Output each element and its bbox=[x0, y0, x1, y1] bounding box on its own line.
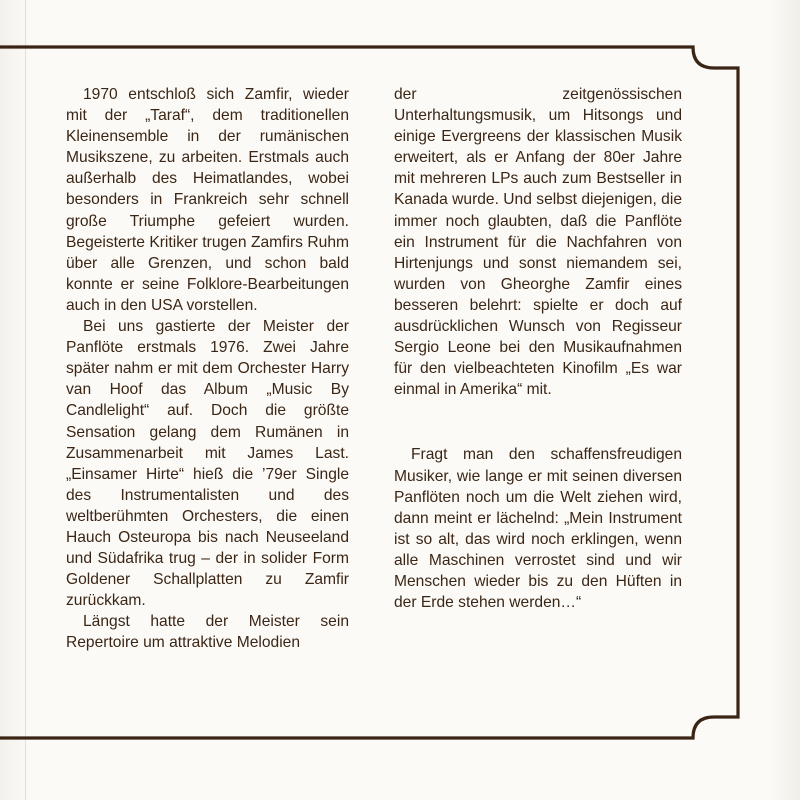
left-paragraph: Bei uns gastierte der Meister der Panflöte erstmals 1976. Zwei Jahre später nahm er mit dem Orchester Harry van Hoof das Album „Music By Candlelight“ auf. Doch die größte Sensation gelang dem Rumänen in Zusammenarbeit mit James Last. „Einsamer Hirte“ hieß die ’79er Single des Instrumentalisten und des weltberühmten Orchesters, die einen Hauch Osteuropa bis nach Neuseeland und Südafrika trug – der in solider Form Goldener Schallplatten zu Zamfir zurückkam. bbox=[66, 318, 349, 610]
left-column bbox=[66, 84, 349, 654]
right-paragraph: Fragt man den schaffensfreudigen Musiker, wie lange er mit seinen diversen Panflöten noch um die Welt ziehen wird, dann meint er lächelnd: „Mein Instrument ist so alt, das wird noch erklingen, wenn alle Maschinen verrostet sind und wir Menschen wieder bis zu den Hüften in der Erde stehen werden…“ bbox=[394, 446, 682, 612]
right-column bbox=[394, 84, 682, 613]
left-paragraph: 1970 entschloß sich Zamfir, wieder mit der „Taraf“, dem traditionellen Kleinensemble in der rumänischen Musikszene, zu arbeiten. Erstmals auch außerhalb des Heimatlandes, wobei besonders in Frankreich sehr schnell große Triumphe gefeiert wurden. Begeisterte Kritiker trugen Zamfirs Ruhm über alle Grenzen, und schon bald konnte er seine Folklore-Bearbeitungen auch in den USA vorstellen. bbox=[66, 86, 349, 314]
left-paragraph: Längst hatte der Meister sein Repertoire um attraktive Melodien bbox=[66, 613, 349, 652]
right-paragraph: der zeitgenössischen Unterhaltungsmusik, um Hitsongs und einige Evergreens der klassischen Musik erweitert, als er Anfang der 80er Jahre mit mehreren LPs auch zum Bestseller in Kanada wurde. Und selbst diejenigen, die immer noch glaubten, daß die Panflöte ein Instrument für die Nachfahren von Hirtenjungs und sonst niemandem sei, wurden von Gheorghe Zamfir eines besseren belehrt: spielte er doch auf ausdrücklichen Wunsch von Regisseur Sergio Leone bei den Musikaufnahmen für den vielbeachteten Kinofilm „Es war einmal in Amerika“ mit. bbox=[394, 86, 682, 399]
